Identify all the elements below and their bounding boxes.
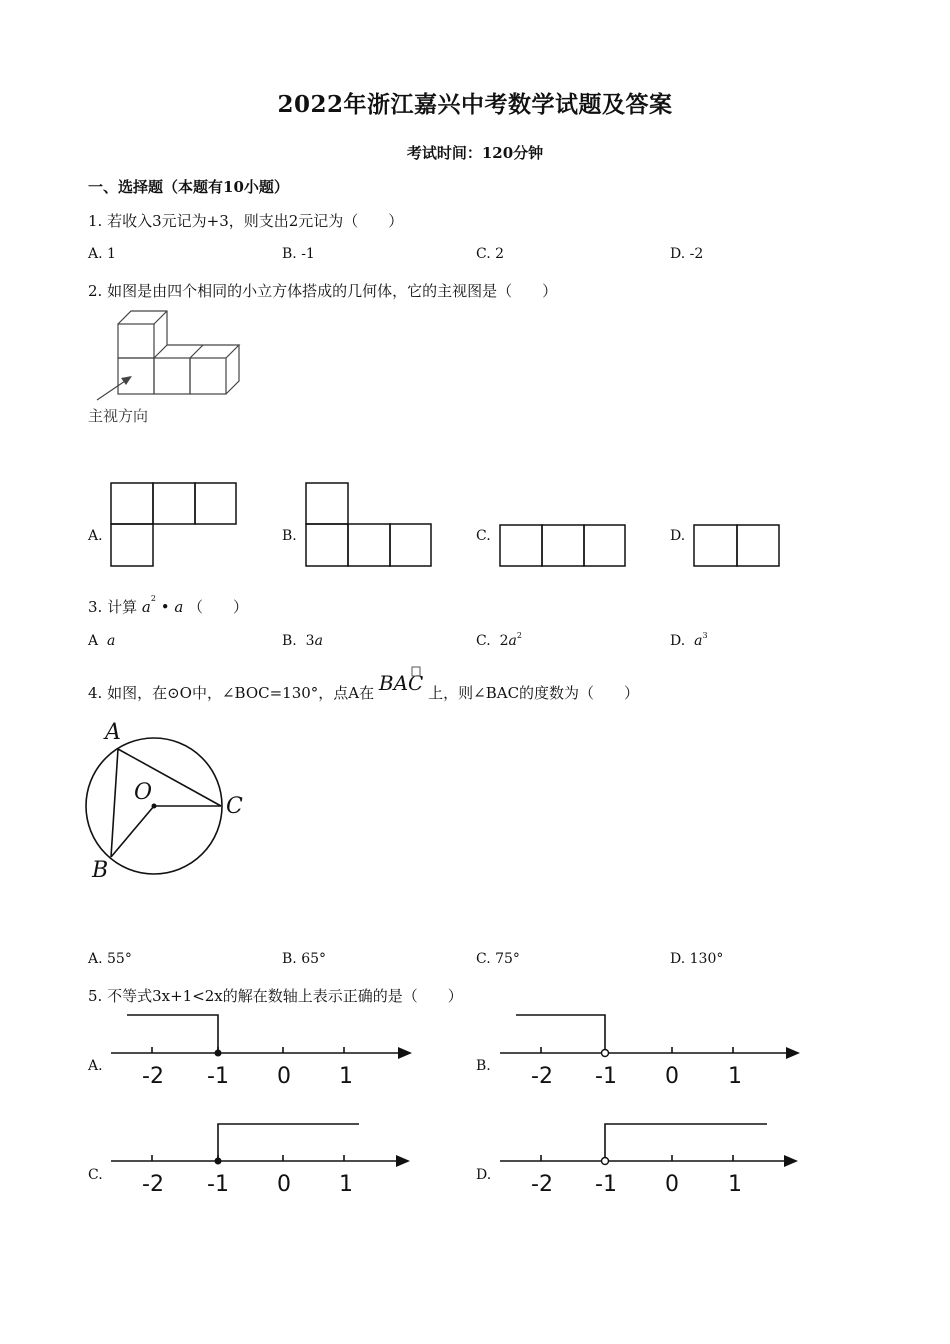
q3-option-a-value: a <box>107 633 116 649</box>
q4-stem-suffix: 上，则∠BAC的度数为（ ） <box>428 684 640 702</box>
line-a-tick-1: 1 <box>339 1064 353 1089</box>
q3-option-b-var: a <box>314 633 323 649</box>
q5-option-a-label[interactable]: A. <box>88 1058 103 1074</box>
q5-option-c-label[interactable]: C. <box>88 1167 103 1183</box>
q2-option-d-label[interactable]: D. <box>670 528 686 544</box>
line-d-tick-neg2: -2 <box>531 1172 553 1197</box>
question-1-stem: 1. 若收入3元记为+3，则支出2元记为（ ） <box>88 212 404 230</box>
section-heading: 一、选择题（本题有10小题） <box>88 178 289 196</box>
q3-option-b-label: B. <box>282 633 297 649</box>
line-b-tick-neg1: -1 <box>595 1064 617 1089</box>
q3-option-d-exp: 3 <box>702 631 708 640</box>
q3-option-d-var: a <box>694 633 703 649</box>
line-b-tick-neg2: -2 <box>531 1064 553 1089</box>
q2-option-c-label[interactable]: C. <box>476 528 491 544</box>
line-a-tick-neg1: -1 <box>207 1064 229 1089</box>
line-a-tick-neg2: -2 <box>142 1064 164 1089</box>
q4-option-d[interactable]: D. 130° <box>670 951 724 967</box>
q4-option-a[interactable]: A. 55° <box>88 951 132 967</box>
point-o-label: O <box>134 780 153 805</box>
q3-base-a: a <box>141 598 151 616</box>
q3-option-c-var: a <box>508 633 517 649</box>
q3-option-a-label: A <box>88 633 99 649</box>
q5-option-d-label[interactable]: D. <box>476 1167 492 1183</box>
question-5-stem: 5. 不等式3x+1<2x的解在数轴上表示正确的是（ ） <box>88 987 463 1005</box>
line-c-tick-0: 0 <box>277 1172 291 1197</box>
exam-time: 考试时间：120分钟 <box>406 144 544 162</box>
arc-bac: BAC <box>378 671 424 695</box>
q1-option-b[interactable]: B. -1 <box>282 246 315 262</box>
point-c-label: C <box>226 794 243 819</box>
question-2-stem: 2. 如图是由四个相同的小立方体搭成的几何体，它的主视图是（ ） <box>88 282 558 300</box>
line-a-tick-0: 0 <box>277 1064 291 1089</box>
q3-factor-a: a <box>174 598 184 616</box>
line-c-tick-neg2: -2 <box>142 1172 164 1197</box>
q5-option-b-label[interactable]: B. <box>476 1058 491 1074</box>
line-d-tick-0: 0 <box>665 1172 679 1197</box>
q3-option-d-label: D. <box>670 633 686 649</box>
q4-stem-prefix: 4. 如图，在⊙O中，∠BOC=130°，点A在 <box>88 684 375 702</box>
q3-stem-suffix: （ ） <box>188 598 249 616</box>
q3-option-b-coef: 3 <box>305 633 315 649</box>
q3-option-c-label: C. <box>476 633 491 649</box>
line-b-tick-0: 0 <box>665 1064 679 1089</box>
line-c-tick-neg1: -1 <box>207 1172 229 1197</box>
line-d-tick-1: 1 <box>728 1172 742 1197</box>
q2-option-a-label[interactable]: A. <box>88 528 103 544</box>
point-a-label: A <box>105 720 121 745</box>
line-c-tick-1: 1 <box>339 1172 353 1197</box>
point-b-label: B <box>92 858 109 883</box>
q4-option-b[interactable]: B. 65° <box>282 951 327 967</box>
q3-option-c-exp: 2 <box>516 631 522 640</box>
q3-stem-prefix: 3. 计算 <box>88 598 138 616</box>
question-3-stem: 3. 计算 $a^2$ • a （ ） <box>88 594 249 616</box>
q1-option-c[interactable]: C. 2 <box>476 246 505 262</box>
line-b-tick-1: 1 <box>728 1064 742 1089</box>
q2-option-b-label[interactable]: B. <box>282 528 297 544</box>
page-title: 2022年浙江嘉兴中考数学试题及答案 <box>277 91 673 118</box>
q1-option-d[interactable]: D. -2 <box>670 246 704 262</box>
q3-exp: 2 <box>150 594 156 603</box>
q4-option-c[interactable]: C. 75° <box>476 951 520 967</box>
line-d-tick-neg1: -1 <box>595 1172 617 1197</box>
q3-option-c-coef: 2 <box>499 633 509 649</box>
q1-option-a[interactable]: A. 1 <box>88 246 116 262</box>
view-direction-label: 主视方向 <box>88 407 149 425</box>
